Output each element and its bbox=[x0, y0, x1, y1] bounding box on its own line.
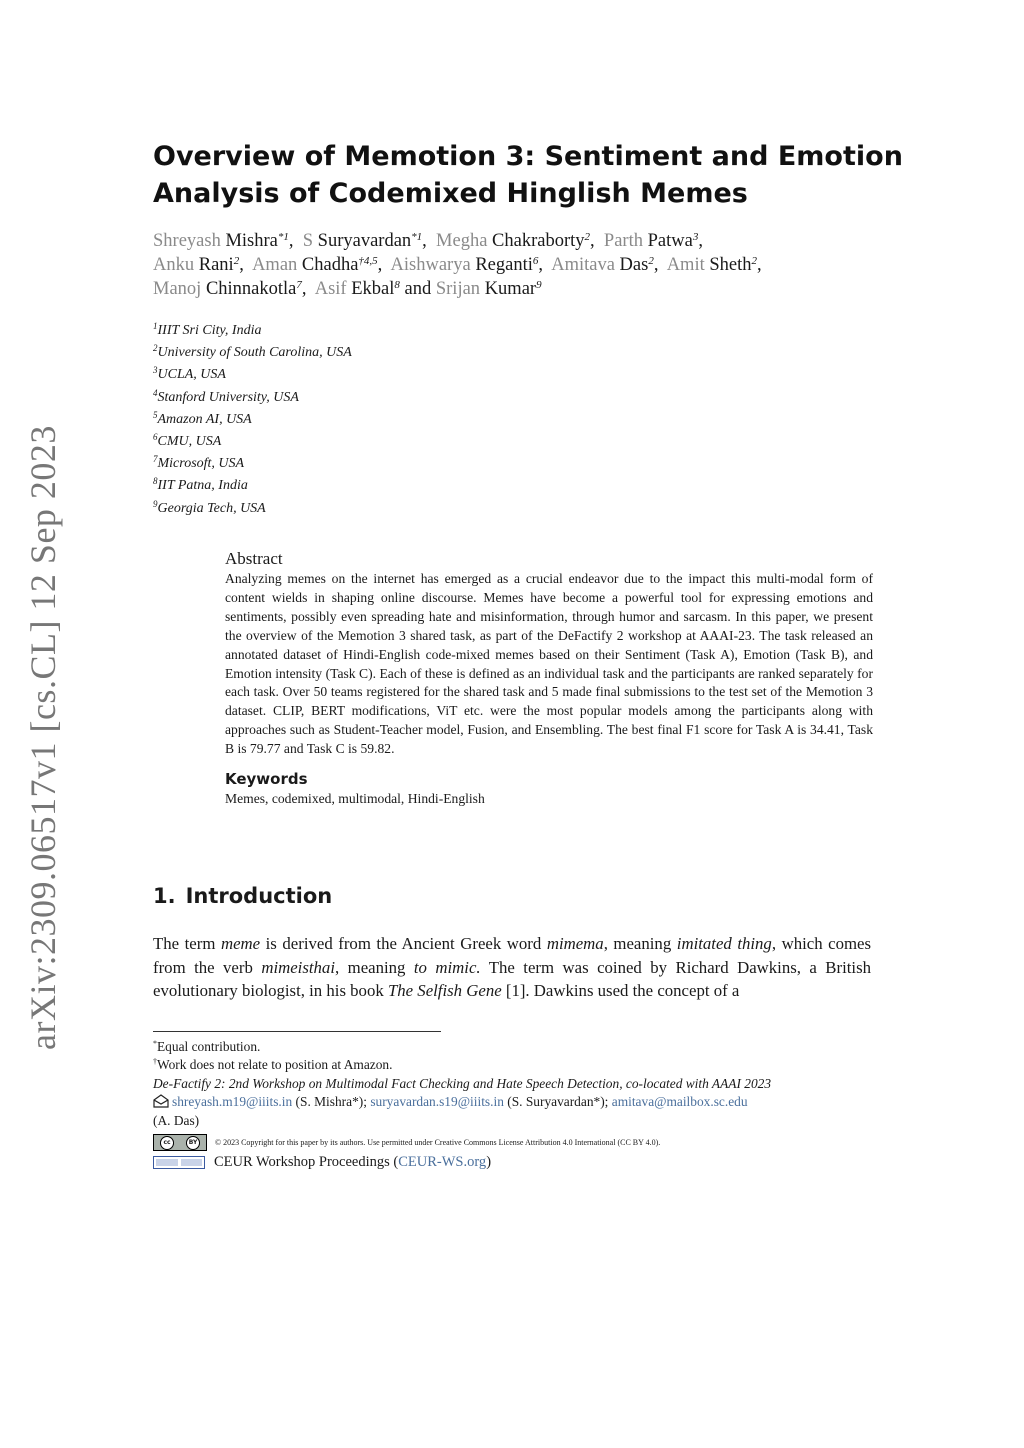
workshop-note: De-Factify 2: 2nd Workshop on Multimodal Fact Checking and Hate Speech Detection, co-located with AAAI 2023 bbox=[153, 1075, 772, 1091]
affiliation-name: CMU, USA bbox=[157, 434, 222, 450]
author-given: Megha bbox=[436, 231, 488, 251]
section-heading-introduction bbox=[153, 884, 332, 908]
footnote-text: Work does not relate to position at Amazon. bbox=[157, 1057, 393, 1073]
envelope-icon bbox=[153, 1094, 169, 1108]
affiliation-num: 8 bbox=[153, 476, 158, 487]
cc-icon: cc bbox=[160, 1136, 174, 1150]
affiliation-num: 5 bbox=[153, 409, 158, 420]
affiliation-list bbox=[153, 320, 352, 520]
author-family: Kumar bbox=[484, 279, 537, 299]
ceur-close: ) bbox=[486, 1154, 492, 1170]
affiliation-item bbox=[153, 431, 352, 453]
affiliation-item bbox=[153, 342, 352, 364]
footnote-divider bbox=[153, 1031, 441, 1032]
keywords-heading: Keywords bbox=[225, 770, 308, 789]
text-run: The term was coined by Richard Dawkins, a British evolutionary biologist, in his book bbox=[153, 957, 871, 1000]
author-sup: 2 bbox=[233, 255, 240, 267]
ceur-text bbox=[214, 1154, 491, 1171]
author-family: Sheth bbox=[709, 255, 752, 275]
author-family: Ekbal bbox=[351, 279, 395, 299]
introduction-paragraph bbox=[153, 932, 871, 1003]
text-run: is derived from the Ancient Greek word bbox=[260, 934, 547, 953]
author-sup: 2 bbox=[751, 255, 757, 267]
abstract-text: Analyzing memes on the internet has emerged as a crucial endeavor due to the impact this multi-modal form of content wields in shaping online discourse. Memes have become a powerful tool for expressing emotions and sentiments, possibly even spreading hate and misinformation, through humor and sarcasm. In this paper, we present the overview of the Memotion 3 shared task, as part of the DeFactify 2 workshop at AAAI-23. The task released an annotated dataset of Hindi-English code-mixed memes based on their Sentiment (Task A), Emotion (Task B), and Emotion intensity (Task C). Each of these is defined as an individual task and the participants are ranked separately for each task. Over 50 teams registered for the shared task and 5 made final submissions to the test set of the Memotion 3 dataset. CLIP, BERT modifications, ViT etc. were the most popular models among the participants along with approaches such as Student-Teacher model, Fusion, and Ensembling. The best final F1 score for Task A is 34.41, Task B is 79.77 and Task C is 59.82. bbox=[225, 571, 873, 757]
keywords-text: Memes, codemixed, multimodal, Hindi-English bbox=[225, 791, 485, 807]
email-link-das[interactable]: amitava@mailbox.sc.edu bbox=[611, 1094, 748, 1110]
affiliation-num: 6 bbox=[153, 432, 158, 443]
author-sup: 2 bbox=[648, 255, 654, 267]
affiliation-name: Stanford University, USA bbox=[157, 389, 299, 405]
author-family: Chadha bbox=[301, 255, 359, 275]
abstract-block bbox=[225, 548, 873, 808]
author-given: Aishwarya bbox=[390, 255, 471, 275]
author-given: Parth bbox=[603, 231, 643, 251]
email-line bbox=[153, 1093, 873, 1111]
italic-term: mimeisthai bbox=[261, 957, 335, 977]
section-title: Introduction bbox=[185, 884, 333, 908]
ceur-row bbox=[153, 1154, 873, 1171]
author-family: Rani bbox=[198, 255, 234, 275]
author-family: Patwa bbox=[647, 231, 693, 251]
author-sup: 7 bbox=[296, 279, 302, 291]
text-run: [1]. Dawkins used the concept of a bbox=[501, 981, 740, 1000]
affiliation-num: 4 bbox=[153, 387, 158, 398]
text-run: , meaning bbox=[334, 957, 414, 977]
footnotes bbox=[153, 1038, 873, 1130]
author-sup: †4,5 bbox=[358, 255, 378, 267]
affiliation-name: IIT Patna, India bbox=[157, 478, 248, 494]
author-sup: 2 bbox=[584, 231, 591, 243]
affiliation-item bbox=[153, 498, 352, 520]
text-run: The term bbox=[153, 934, 221, 953]
section-number: 1. bbox=[153, 884, 176, 908]
author-line-2: Anku Rani$^2$, Aman Chadha$^{\dagger 4,5}$, Aishwarya Reganti$^6$, Amitava Das$^2$, Amit Sheth$^2$, bbox=[153, 255, 762, 275]
email-owner: (S. Mishra*); bbox=[292, 1094, 371, 1110]
affiliation-num: 1 bbox=[153, 321, 158, 331]
author-line-3: Manoj Chinnakotla$^7$, Asif Ekbal$^8$ and Srijan Kumar$^9$ bbox=[153, 279, 542, 299]
attribution-icon: BY bbox=[186, 1136, 200, 1150]
affiliation-name: Amazon AI, USA bbox=[157, 411, 252, 427]
affiliation-item bbox=[153, 409, 352, 431]
footnote-text: Equal contribution. bbox=[157, 1039, 261, 1054]
author-sup: 8 bbox=[394, 279, 400, 291]
italic-term: meme bbox=[220, 934, 261, 953]
affiliation-num: 9 bbox=[153, 498, 158, 509]
author-list bbox=[153, 229, 893, 301]
author-family: Chakraborty bbox=[492, 231, 585, 251]
author-given: S bbox=[302, 231, 314, 251]
affiliation-item bbox=[153, 364, 352, 386]
affiliation-item bbox=[153, 320, 352, 342]
author-given: Aman bbox=[252, 255, 298, 275]
author-sup: 3 bbox=[692, 231, 699, 243]
footnote-mark: † bbox=[153, 1057, 157, 1067]
author-sup: *1 bbox=[411, 231, 423, 243]
title-line-1: Overview of Memotion 3: Sentiment and Emotion bbox=[153, 141, 903, 172]
affiliation-name: IIIT Sri City, India bbox=[157, 323, 262, 338]
abstract-heading: Abstract bbox=[225, 549, 283, 568]
author-family: Suryavardan bbox=[317, 231, 412, 251]
license-text: © 2023 Copyright for this paper by its authors. Use permitted under Creative Commons License Attribution 4.0 International (CC BY 4.0). bbox=[215, 1138, 661, 1147]
email-owner-das: (A. Das) bbox=[153, 1112, 200, 1128]
affiliation-name: University of South Carolina, USA bbox=[157, 345, 352, 361]
license-row bbox=[153, 1133, 873, 1152]
author-family: Das bbox=[619, 255, 649, 275]
author-given: Asif bbox=[314, 279, 347, 299]
email-link-mishra[interactable]: shreyash.m19@iiits.in bbox=[172, 1094, 293, 1110]
author-family: Reganti bbox=[475, 255, 533, 275]
author-line-1: Shreyash Mishra$^{*1}$, S Suryavardan$^{*1}$, Megha Chakraborty$^2$, Parth Patwa$^3$, bbox=[153, 231, 703, 251]
author-sup: 9 bbox=[536, 279, 542, 291]
affiliation-item bbox=[153, 387, 352, 409]
affiliation-name: UCLA, USA bbox=[157, 367, 226, 383]
italic-term: to mimic. bbox=[413, 957, 481, 977]
ceur-label: CEUR Workshop Proceedings ( bbox=[214, 1154, 399, 1170]
author-given: Manoj bbox=[153, 279, 202, 299]
affiliation-item bbox=[153, 475, 352, 497]
author-family: Chinnakotla bbox=[205, 279, 297, 299]
italic-term: imitated thing bbox=[676, 934, 772, 953]
license-block bbox=[153, 1133, 873, 1171]
ceur-ws-link[interactable]: CEUR-WS.org bbox=[398, 1154, 487, 1170]
paper-title bbox=[153, 138, 913, 212]
author-given: Anku bbox=[153, 255, 195, 275]
footnote-equal bbox=[153, 1038, 873, 1056]
author-given: Amit bbox=[666, 255, 705, 275]
footnote-mark: * bbox=[153, 1039, 157, 1048]
author-given: Amitava bbox=[551, 255, 615, 275]
affiliation-num: 7 bbox=[153, 454, 158, 465]
author-sup: *1 bbox=[277, 231, 289, 243]
cc-by-license-icon bbox=[153, 1134, 207, 1151]
and-conjunction: and bbox=[404, 279, 432, 299]
author-given: Srijan bbox=[435, 279, 481, 299]
author-family: Mishra bbox=[225, 231, 278, 251]
italic-term: The Selfish Gene bbox=[387, 981, 502, 1000]
footnote-dagger bbox=[153, 1056, 873, 1074]
text-run: , which comes from the verb bbox=[153, 934, 872, 977]
arxiv-identifier: arXiv:2309.06517v1 [cs.CL] 12 Sep 2023 bbox=[23, 425, 63, 1050]
email-link-suryavardan[interactable]: suryavardan.s19@iiits.in bbox=[370, 1094, 504, 1110]
ceur-logo-icon bbox=[153, 1156, 205, 1169]
affiliation-num: 3 bbox=[153, 365, 158, 376]
title-line-2: Analysis of Codemixed Hinglish Memes bbox=[153, 178, 748, 209]
affiliation-num: 2 bbox=[153, 343, 158, 354]
email-owner: (S. Suryavardan*); bbox=[503, 1094, 612, 1110]
affiliation-item bbox=[153, 453, 352, 475]
italic-term: mimema bbox=[546, 934, 604, 953]
affiliation-name: Georgia Tech, USA bbox=[157, 500, 266, 516]
text-run: , meaning bbox=[603, 934, 677, 953]
affiliation-name: Microsoft, USA bbox=[157, 456, 245, 472]
author-given: Shreyash bbox=[153, 231, 221, 251]
author-sup: 6 bbox=[532, 255, 539, 267]
